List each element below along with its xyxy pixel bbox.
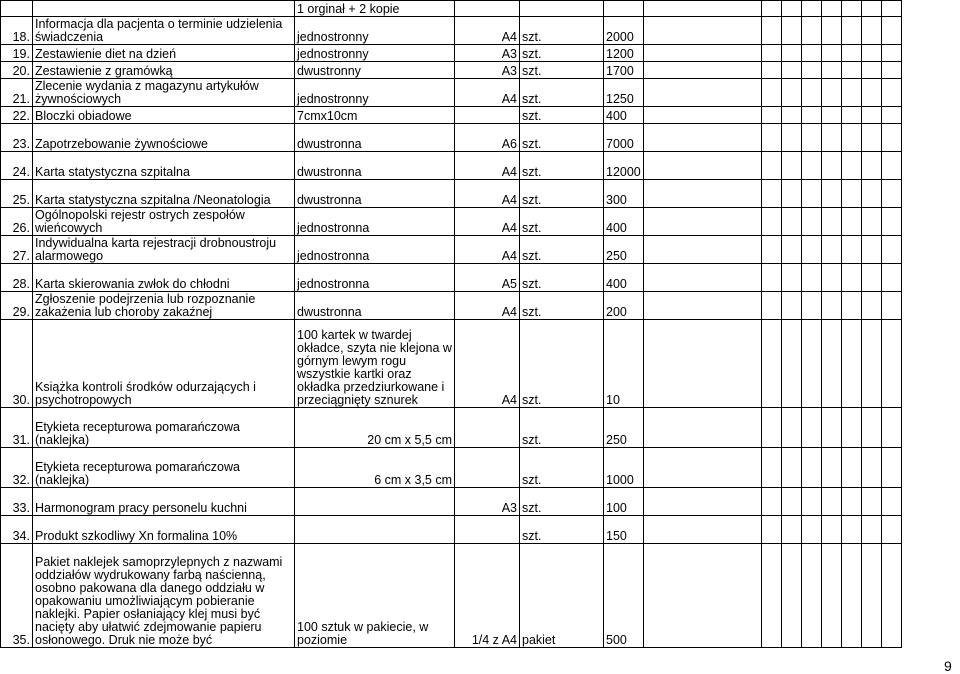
table-row <box>1 544 960 648</box>
empty-cell <box>822 408 842 448</box>
empty-cell <box>842 264 862 292</box>
row-number: 35. <box>1 544 33 648</box>
empty-cell <box>842 17 862 45</box>
item-name: Karta skierowania zwłok do chłodni <box>33 264 295 292</box>
empty-cell <box>862 79 882 107</box>
empty-cell <box>782 152 802 180</box>
empty-cell <box>644 79 762 107</box>
row-number: 25. <box>1 180 33 208</box>
item-unit: szt. <box>520 17 604 45</box>
row-number: 19. <box>1 45 33 62</box>
empty-cell <box>644 124 762 152</box>
empty-cell <box>802 208 822 236</box>
empty-cell <box>882 408 902 448</box>
item-size <box>455 107 520 124</box>
item-size: 1/4 z A4 <box>455 544 520 648</box>
item-format: jednostronna <box>295 208 455 236</box>
item-size <box>455 516 520 544</box>
row-number: 22. <box>1 107 33 124</box>
empty-cell <box>782 124 802 152</box>
item-qty: 400 <box>604 208 644 236</box>
item-name: Książka kontroli środków odurzających i psychotropowych <box>33 320 295 408</box>
item-qty: 1700 <box>604 62 644 79</box>
item-qty: 400 <box>604 107 644 124</box>
empty-cell <box>842 448 862 488</box>
empty-cell <box>782 208 802 236</box>
item-name: Zgłoszenie podejrzenia lub rozpoznanie zakażenia lub choroby zakaźnej <box>33 292 295 320</box>
empty-cell <box>762 180 782 208</box>
item-size <box>455 448 520 488</box>
item-size: A4 <box>455 180 520 208</box>
item-unit: szt. <box>520 124 604 152</box>
item-size: A4 <box>455 320 520 408</box>
item-unit: szt. <box>520 320 604 408</box>
table-body <box>1 1 960 648</box>
item-size <box>455 408 520 448</box>
table-row <box>1 107 960 124</box>
empty-cell <box>782 448 802 488</box>
item-name: Bloczki obiadowe <box>33 107 295 124</box>
item-unit: szt. <box>520 208 604 236</box>
empty-cell <box>822 124 842 152</box>
empty-cell <box>822 448 842 488</box>
item-name: Etykieta recepturowa pomarańczowa (naklejka) <box>33 408 295 448</box>
row-number: 23. <box>1 124 33 152</box>
empty-cell <box>842 152 862 180</box>
empty-cell <box>842 208 862 236</box>
item-qty: 1000 <box>604 448 644 488</box>
empty-cell <box>644 45 762 62</box>
empty-cell <box>822 45 842 62</box>
empty-cell <box>842 408 862 448</box>
empty-cell <box>822 62 842 79</box>
empty-cell <box>882 107 902 124</box>
empty-cell <box>882 236 902 264</box>
item-qty: 12000 <box>604 152 644 180</box>
row-number: 20. <box>1 62 33 79</box>
empty-cell <box>762 152 782 180</box>
item-size: A3 <box>455 488 520 516</box>
empty-cell <box>644 107 762 124</box>
item-unit: szt. <box>520 79 604 107</box>
empty-cell <box>762 236 782 264</box>
empty-cell <box>882 448 902 488</box>
empty-cell <box>782 79 802 107</box>
empty-cell <box>842 292 862 320</box>
empty-cell <box>762 292 782 320</box>
item-format: dwustronna <box>295 292 455 320</box>
row-number: 27. <box>1 236 33 264</box>
empty-cell <box>802 264 822 292</box>
empty-cell <box>862 544 882 648</box>
empty-cell <box>862 124 882 152</box>
item-qty: 250 <box>604 408 644 448</box>
empty-cell <box>882 320 902 408</box>
row-number: 32. <box>1 448 33 488</box>
row-number: 31. <box>1 408 33 448</box>
item-unit: szt. <box>520 180 604 208</box>
top-note: 1 orginał + 2 kopie <box>295 1 455 17</box>
row-number: 26. <box>1 208 33 236</box>
empty-cell <box>842 107 862 124</box>
empty-cell <box>762 320 782 408</box>
item-size: A6 <box>455 124 520 152</box>
item-qty: 200 <box>604 292 644 320</box>
empty-cell <box>802 320 822 408</box>
item-unit: szt. <box>520 408 604 448</box>
item-unit: pakiet <box>520 544 604 648</box>
empty-cell <box>822 320 842 408</box>
item-size: A3 <box>455 62 520 79</box>
item-format: dwustronna <box>295 152 455 180</box>
item-unit: szt. <box>520 264 604 292</box>
empty-cell <box>862 236 882 264</box>
empty-cell <box>862 516 882 544</box>
empty-cell <box>842 320 862 408</box>
item-qty: 300 <box>604 180 644 208</box>
item-unit: szt. <box>520 62 604 79</box>
empty-cell <box>762 79 782 107</box>
item-size: A4 <box>455 208 520 236</box>
table-row <box>1 264 960 292</box>
empty-cell <box>782 17 802 45</box>
empty-cell <box>644 320 762 408</box>
item-name: Zestawienie diet na dzień <box>33 45 295 62</box>
item-unit: szt. <box>520 448 604 488</box>
table-row <box>1 236 960 264</box>
item-format: jednostronna <box>295 264 455 292</box>
empty-cell <box>822 544 842 648</box>
empty-cell <box>782 45 802 62</box>
empty-cell <box>802 152 822 180</box>
empty-cell <box>782 292 802 320</box>
empty-cell <box>822 236 842 264</box>
item-format <box>295 488 455 516</box>
table-row <box>1 408 960 448</box>
empty-cell <box>822 292 842 320</box>
item-name: Karta statystyczna szpitalna <box>33 152 295 180</box>
empty-cell <box>782 180 802 208</box>
item-size: A4 <box>455 236 520 264</box>
empty-cell <box>802 292 822 320</box>
table-row <box>1 124 960 152</box>
empty-cell <box>842 516 862 544</box>
empty-cell <box>822 152 842 180</box>
empty-cell <box>802 107 822 124</box>
empty-cell <box>842 79 862 107</box>
empty-cell <box>782 320 802 408</box>
table-row <box>1 180 960 208</box>
item-qty: 250 <box>604 236 644 264</box>
empty-cell <box>802 45 822 62</box>
item-unit: szt. <box>520 488 604 516</box>
empty-cell <box>762 448 782 488</box>
empty-cell <box>822 264 842 292</box>
empty-cell <box>782 236 802 264</box>
empty-cell <box>802 79 822 107</box>
empty-cell <box>782 62 802 79</box>
empty-cell <box>762 17 782 45</box>
item-format: dwustronna <box>295 124 455 152</box>
empty-cell <box>644 544 762 648</box>
item-unit: szt. <box>520 45 604 62</box>
empty-cell <box>762 62 782 79</box>
empty-cell <box>862 488 882 516</box>
item-format: 7cmx10cm <box>295 107 455 124</box>
table-row <box>1 45 960 62</box>
item-size: A4 <box>455 152 520 180</box>
table-row <box>1 79 960 107</box>
empty-cell <box>762 45 782 62</box>
item-qty: 1250 <box>604 79 644 107</box>
empty-cell <box>782 488 802 516</box>
item-name: Zlecenie wydania z magazynu artykułów żywnościowych <box>33 79 295 107</box>
empty-cell <box>762 124 782 152</box>
empty-cell <box>882 544 902 648</box>
row-number: 18. <box>1 17 33 45</box>
item-name: Zestawienie z gramówką <box>33 62 295 79</box>
empty-cell <box>822 17 842 45</box>
item-unit: szt. <box>520 516 604 544</box>
table-row <box>1 488 960 516</box>
empty-cell <box>644 292 762 320</box>
empty-cell <box>762 544 782 648</box>
item-name: Indywidualna karta rejestracji drobnoustroju alarmowego <box>33 236 295 264</box>
empty-cell <box>782 408 802 448</box>
item-format: jednostronna <box>295 236 455 264</box>
empty-cell <box>802 236 822 264</box>
empty-cell <box>822 180 842 208</box>
item-unit: szt. <box>520 292 604 320</box>
empty-cell <box>842 180 862 208</box>
item-name: Pakiet naklejek samoprzylepnych z nazwami oddziałów wydrukowany farbą naścienną, osobno pakowana dla danego oddziału w opakowaniu umożliwiającym pobieranie naklejki. Papier osłaniający klej musi być nacięty aby ułatwić zdejmowanie papieru osłonowego. Druk nie może być <box>33 544 295 648</box>
empty-cell <box>842 236 862 264</box>
empty-cell <box>862 180 882 208</box>
empty-cell <box>802 180 822 208</box>
empty-cell <box>882 152 902 180</box>
table-row <box>1 62 960 79</box>
empty-cell <box>644 448 762 488</box>
empty-cell <box>802 448 822 488</box>
item-qty: 150 <box>604 516 644 544</box>
empty-cell <box>644 17 762 45</box>
item-format: 6 cm x 3,5 cm <box>295 448 455 488</box>
item-format: jednostronny <box>295 17 455 45</box>
empty-cell <box>862 320 882 408</box>
empty-cell <box>782 516 802 544</box>
item-name: Etykieta recepturowa pomarańczowa (naklejka) <box>33 448 295 488</box>
empty-cell <box>862 17 882 45</box>
empty-cell <box>822 488 842 516</box>
empty-cell <box>882 516 902 544</box>
item-name: Zapotrzebowanie żywnościowe <box>33 124 295 152</box>
item-unit: szt. <box>520 236 604 264</box>
empty-cell <box>782 264 802 292</box>
empty-cell <box>862 107 882 124</box>
empty-cell <box>842 62 862 79</box>
table-row <box>1 152 960 180</box>
empty-cell <box>644 488 762 516</box>
empty-cell <box>882 208 902 236</box>
empty-cell <box>862 264 882 292</box>
item-name: Informacja dla pacjenta o terminie udzielenia świadczenia <box>33 17 295 45</box>
item-format: dwustronny <box>295 62 455 79</box>
empty-cell <box>644 408 762 448</box>
item-qty: 100 <box>604 488 644 516</box>
empty-cell <box>862 45 882 62</box>
row-number: 21. <box>1 79 33 107</box>
empty-cell <box>862 408 882 448</box>
item-qty: 10 <box>604 320 644 408</box>
empty-cell <box>644 236 762 264</box>
row-number: 30. <box>1 320 33 408</box>
table-row <box>1 292 960 320</box>
empty-cell <box>862 448 882 488</box>
item-size: A4 <box>455 17 520 45</box>
page-number: 9 <box>944 658 952 674</box>
item-format <box>295 516 455 544</box>
empty-cell <box>882 292 902 320</box>
empty-cell <box>802 17 822 45</box>
item-name: Produkt szkodliwy Xn formalina 10% <box>33 516 295 544</box>
empty-cell <box>802 544 822 648</box>
empty-cell <box>842 124 862 152</box>
item-name: Karta statystyczna szpitalna /Neonatologia <box>33 180 295 208</box>
table-row <box>1 320 960 408</box>
empty-cell <box>802 124 822 152</box>
table-row <box>1 208 960 236</box>
item-format: 100 sztuk w pakiecie, w poziomie <box>295 544 455 648</box>
empty-cell <box>882 180 902 208</box>
empty-cell <box>882 45 902 62</box>
empty-cell <box>644 152 762 180</box>
empty-cell <box>842 544 862 648</box>
row-number: 24. <box>1 152 33 180</box>
empty-cell <box>842 488 862 516</box>
empty-cell <box>762 488 782 516</box>
table-row <box>1 516 960 544</box>
empty-cell <box>762 107 782 124</box>
item-qty: 400 <box>604 264 644 292</box>
empty-cell <box>842 45 862 62</box>
item-size: A3 <box>455 45 520 62</box>
empty-cell <box>862 292 882 320</box>
empty-cell <box>802 488 822 516</box>
row-number: 28. <box>1 264 33 292</box>
empty-cell <box>882 17 902 45</box>
empty-cell <box>644 208 762 236</box>
empty-cell <box>762 264 782 292</box>
empty-cell <box>762 516 782 544</box>
empty-cell <box>822 79 842 107</box>
row-number: 29. <box>1 292 33 320</box>
item-name: Ogólnopolski rejestr ostrych zespołów wieńcowych <box>33 208 295 236</box>
table-row <box>1 17 960 45</box>
row-number: 34. <box>1 516 33 544</box>
empty-cell <box>802 62 822 79</box>
empty-cell <box>822 107 842 124</box>
row-number: 33. <box>1 488 33 516</box>
empty-cell <box>762 208 782 236</box>
item-unit: szt. <box>520 152 604 180</box>
item-name: Harmonogram pracy personelu kuchni <box>33 488 295 516</box>
item-format: jednostronny <box>295 45 455 62</box>
empty-cell <box>822 516 842 544</box>
empty-cell <box>644 516 762 544</box>
item-qty: 2000 <box>604 17 644 45</box>
empty-cell <box>782 107 802 124</box>
empty-cell <box>762 408 782 448</box>
item-size: A4 <box>455 79 520 107</box>
empty-cell <box>644 62 762 79</box>
item-format: dwustronna <box>295 180 455 208</box>
empty-cell <box>882 79 902 107</box>
item-size: A4 <box>455 292 520 320</box>
empty-cell <box>782 544 802 648</box>
item-size: A5 <box>455 264 520 292</box>
item-qty: 1200 <box>604 45 644 62</box>
item-format: 20 cm x 5,5 cm <box>295 408 455 448</box>
item-format: 100 kartek w twardej okładce, szyta nie klejona w górnym lewym rogu wszystkie kartki oraz okładka przedziurkowane i przeciągnięty sznurek <box>295 320 455 408</box>
empty-cell <box>882 124 902 152</box>
empty-cell <box>882 62 902 79</box>
empty-cell <box>802 408 822 448</box>
item-qty: 500 <box>604 544 644 648</box>
table-row-header-note <box>1 1 960 17</box>
empty-cell <box>882 264 902 292</box>
item-qty: 7000 <box>604 124 644 152</box>
empty-cell <box>822 208 842 236</box>
empty-cell <box>862 62 882 79</box>
empty-cell <box>882 488 902 516</box>
empty-cell <box>644 264 762 292</box>
item-format: jednostronny <box>295 79 455 107</box>
empty-cell <box>644 180 762 208</box>
empty-cell <box>862 152 882 180</box>
empty-cell <box>862 208 882 236</box>
item-unit: szt. <box>520 107 604 124</box>
empty-cell <box>802 516 822 544</box>
table-row <box>1 448 960 488</box>
